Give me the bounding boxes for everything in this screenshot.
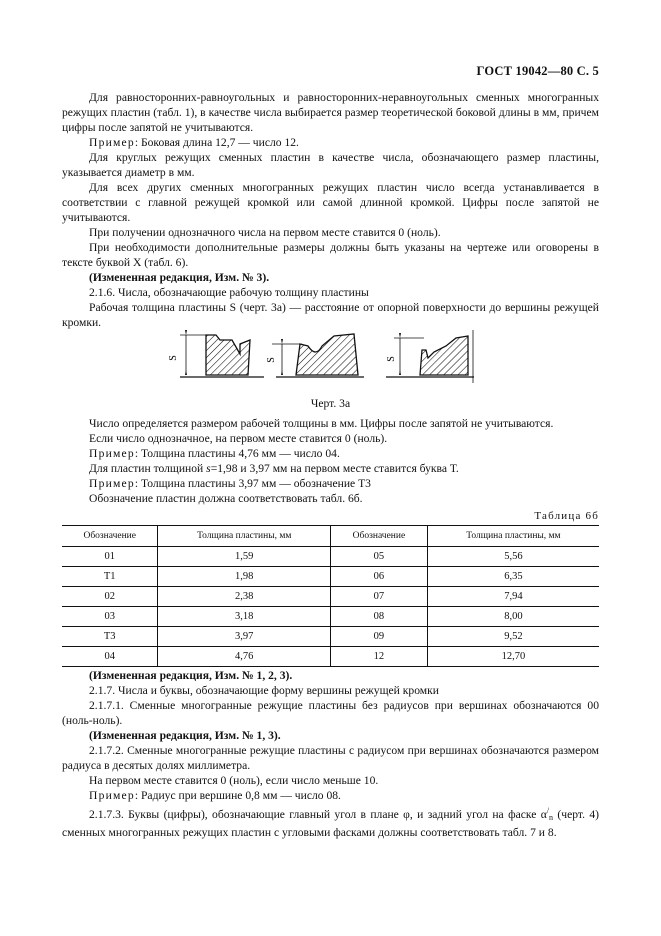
- example-text: : Толщина пластины 3,97 мм — обозначение Т3: [134, 477, 371, 490]
- insert-thickness-drawing: [168, 328, 492, 386]
- paragraph: [62, 803, 599, 840]
- symbol-s: s: [206, 462, 211, 475]
- paragraph: Для всех других сменных многогранных режущих пластин число всегда устанавливается в соответствии с главной режущей кромкой или самой длинной кромкой. Цифры после запятой не учитываются.: [62, 181, 599, 224]
- column-header: Обозначение: [330, 526, 427, 547]
- drawing-variant-1: [180, 330, 264, 377]
- table-cell: 2,38: [158, 587, 331, 607]
- table-cell: 06: [330, 567, 427, 587]
- table-cell: 05: [330, 547, 427, 567]
- paragraph: При необходимости дополнительные размеры должны быть указаны на чертеже или оговорены в тексте буквой X (табл. 6).: [62, 241, 599, 269]
- text-block-top: [62, 90, 599, 330]
- example-text: : Боковая длина 12,7 — число 12.: [134, 136, 299, 149]
- table-cell: 04: [62, 647, 158, 667]
- table-cell: 3,18: [158, 607, 331, 627]
- drawing-variant-3: [386, 330, 474, 383]
- paragraph: Для круглых режущих сменных пластин в качестве числа, обозначающего размер пластины, указывается диаметр в мм.: [62, 151, 599, 179]
- revision-note: (Измененная редакция, Изм. № 3).: [89, 271, 270, 284]
- table-cell: 3,97: [158, 627, 331, 647]
- table-cell: Т3: [62, 627, 158, 647]
- table-caption: Таблица 6б: [534, 510, 599, 522]
- table-cell: 4,76: [158, 647, 331, 667]
- revision-note: (Измененная редакция, Изм. № 1, 2, 3).: [89, 669, 293, 682]
- example-label: Пример: [89, 136, 135, 149]
- section-heading: 2.1.6. Числа, обозначающие рабочую толщину пластины: [89, 286, 369, 299]
- table-cell: 7,94: [427, 587, 599, 607]
- column-header: Обозначение: [62, 526, 158, 547]
- table-cell: 12: [330, 647, 427, 667]
- text-block-bottom: [62, 668, 599, 840]
- example-label: Пример: [89, 447, 135, 460]
- table-cell: Т1: [62, 567, 158, 587]
- table-cell: 1,59: [158, 547, 331, 567]
- table-cell: 02: [62, 587, 158, 607]
- paragraph: 2.1.7.2. Сменные многогранные режущие пластины с радиусом при вершинах обозначаются размером радиуса в десятых долях миллиметра.: [62, 744, 599, 772]
- figure-caption: Черт. 3а: [310, 397, 351, 410]
- example-label: Пример: [89, 789, 135, 802]
- subscript-n: n: [549, 813, 554, 822]
- table-row: [62, 547, 599, 567]
- table-row: [62, 567, 599, 587]
- paragraph: На первом месте ставится 0 (ноль), если число меньше 10.: [89, 774, 379, 787]
- text-part: 2.1.7.3. Буквы (цифры), обозначающие главный угол в плане φ, и задний угол на фаске α: [89, 808, 547, 821]
- paragraph: Для равносторонних-равноугольных и равносторонних-неравноугольных сменных многогранных режущих пластин (табл. 1), в качестве числа выбирается размер теоретической боковой длины в мм, причем цифры после запятой не учитываются.: [62, 91, 599, 134]
- example-line: [62, 476, 599, 491]
- prime-mark: /: [546, 806, 550, 815]
- table-cell: 07: [330, 587, 427, 607]
- s-dimension-label: S: [168, 355, 179, 361]
- table-cell: 03: [62, 607, 158, 627]
- example-line: [62, 788, 599, 803]
- table-row: [62, 647, 599, 667]
- table-cell: 08: [330, 607, 427, 627]
- text-part: (черт. 4) сменных многогранных режущих пластин с угловыми фасками должны соответствовать табл. 7 и 8.: [62, 808, 600, 839]
- revision-note: (Измененная редакция, Изм. № 1, 3).: [89, 729, 281, 742]
- paragraph: Число определяется размером рабочей толщины в мм. Цифры после запятой не учитываются.: [89, 417, 554, 430]
- table-cell: 9,52: [427, 627, 599, 647]
- table-row: [62, 607, 599, 627]
- text-part: Для пластин толщиной: [89, 462, 207, 475]
- s-dimension-label: S: [266, 357, 277, 363]
- paragraph: 2.1.7.1. Сменные многогранные режущие пластины без радиусов при вершинах обозначаются 00 (ноль-ноль).: [62, 699, 599, 727]
- example-line: [62, 446, 599, 461]
- paragraph: При получении однозначного числа на первом месте ставится 0 (ноль).: [89, 226, 441, 239]
- column-header: Толщина пластины, мм: [158, 526, 331, 547]
- table-row: [62, 627, 599, 647]
- column-header: Толщина пластины, мм: [427, 526, 599, 547]
- example-label: Пример: [89, 477, 135, 490]
- text-block-middle: [62, 416, 599, 506]
- example-line: [62, 135, 599, 150]
- table-header-row: [62, 526, 599, 547]
- example-text: : Толщина пластины 4,76 мм — число 04.: [134, 447, 340, 460]
- table-cell: 5,56: [427, 547, 599, 567]
- table-cell: 01: [62, 547, 158, 567]
- paragraph: Если число однозначное, на первом месте ставится 0 (ноль).: [89, 432, 388, 445]
- table-cell: 8,00: [427, 607, 599, 627]
- example-text: : Радиус при вершине 0,8 мм — число 08.: [134, 789, 341, 802]
- drawing-variant-2: [272, 334, 364, 377]
- paragraph: Обозначение пластин должна соответствовать табл. 6б.: [89, 492, 363, 505]
- paragraph: Рабочая толщина пластины S (черт. 3а) — расстояние от опорной поверхности до вершины режущей кромки.: [62, 301, 599, 329]
- thickness-table: [62, 525, 599, 667]
- table-row: [62, 587, 599, 607]
- table-cell: 09: [330, 627, 427, 647]
- s-dimension-label: S: [386, 356, 397, 362]
- page-header: ГОСТ 19042—80 С. 5: [476, 64, 599, 78]
- text-part: =1,98 и 3,97 мм на первом месте ставится буква Т.: [210, 462, 459, 475]
- table-cell: 6,35: [427, 567, 599, 587]
- table-cell: 12,70: [427, 647, 599, 667]
- paragraph: [62, 461, 599, 476]
- table-cell: 1,98: [158, 567, 331, 587]
- section-heading: 2.1.7. Числа и буквы, обозначающие форму вершины режущей кромки: [89, 684, 439, 697]
